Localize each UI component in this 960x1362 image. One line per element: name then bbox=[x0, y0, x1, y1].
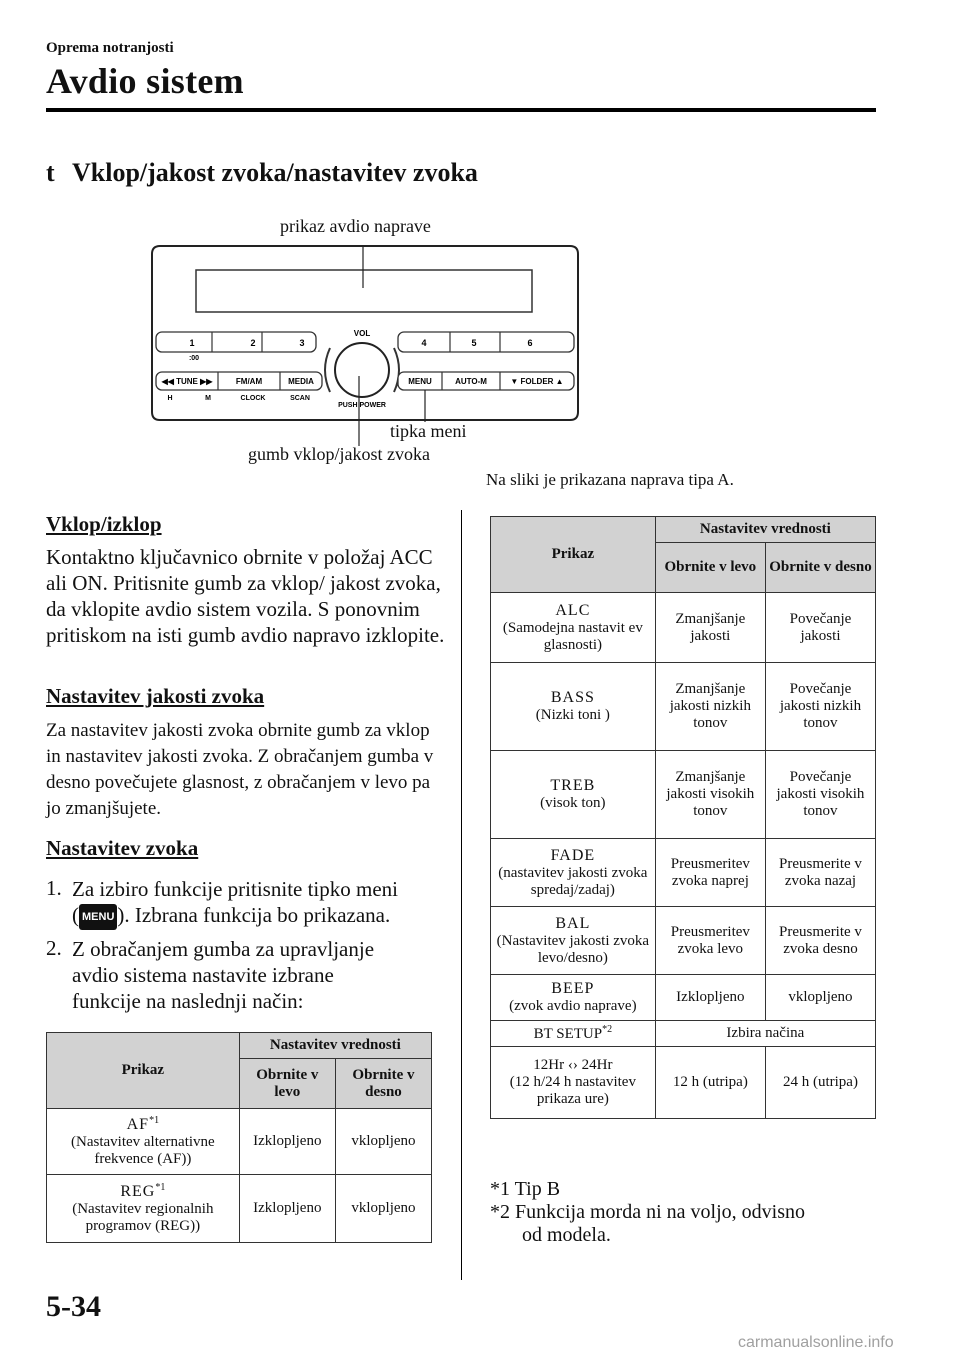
section-label: Oprema notranjosti bbox=[46, 40, 174, 56]
diagram-caption: Na sliki je prikazana naprava tipa A. bbox=[486, 470, 734, 489]
btn-5-label: 5 bbox=[471, 338, 477, 348]
th-prikaz: Prikaz bbox=[491, 517, 656, 593]
btn-6-label: 6 bbox=[527, 338, 533, 348]
title-rule bbox=[46, 108, 876, 112]
menu-label: MENU bbox=[408, 377, 432, 386]
autom-label: AUTO-M bbox=[455, 377, 487, 386]
footnotes bbox=[490, 1178, 805, 1247]
settings-table-right bbox=[490, 516, 876, 1119]
footnote-1: *1 Tip B bbox=[490, 1178, 561, 1200]
btn-3-label: 3 bbox=[299, 338, 305, 348]
table-row: REG$^{*1}$ (Nastavitev regionalnih programov (REG)) Izklopljeno vklopljeno bbox=[47, 1175, 432, 1243]
page-number: 5-34 bbox=[46, 1290, 101, 1323]
table-row: BEEP (zvok avdio naprave) Izklopljeno vklopljeno bbox=[491, 975, 876, 1021]
label-display: prikaz avdio naprave bbox=[280, 216, 431, 236]
push-power-label: PUSH POWER bbox=[338, 402, 386, 409]
vol-label: VOL bbox=[353, 329, 371, 338]
list-num-1: 1. bbox=[46, 876, 62, 900]
folder-label: ▼ FOLDER ▲ bbox=[510, 377, 564, 386]
media-label: MEDIA bbox=[288, 377, 314, 386]
list-item-1-paren: ( bbox=[72, 903, 79, 927]
para-power: Kontaktno ključavnico obrnite v položaj ACC ali ON. Pritisnite gumb za vklop/ jakost zvoka, da vklopite avdio sistem vozila. S ponovnim pritiskom na isti gumb avdio napravo izklopite. bbox=[46, 545, 445, 647]
settings-table-left bbox=[46, 1032, 432, 1243]
menu-icon: MENU bbox=[79, 904, 117, 930]
th-left: Obrnite v levo bbox=[239, 1059, 335, 1109]
th-nastavitev: Nastavitev vrednosti bbox=[655, 517, 875, 543]
footnote-2: *2 Funkcija morda ni na voljo, odvisno bbox=[490, 1201, 805, 1223]
column-divider bbox=[461, 510, 462, 1280]
table-row: BAL (Nastavitev jakosti zvoka levo/desno) Preusmeritev zvoka levo Preusmerite v zvoka desno bbox=[491, 907, 876, 975]
list-num-2: 2. bbox=[46, 936, 62, 960]
list-item-2: Z obračanjem gumba za upravljanje avdio sistema nastavite izbrane funkcije na naslednji način: bbox=[72, 937, 375, 1013]
preset-buttons-left bbox=[156, 332, 316, 352]
btn-1-label: 1 bbox=[189, 338, 195, 348]
subheading-volume: Nastavitev jakosti zvoka bbox=[46, 684, 265, 708]
list-item-1-a: Za izbiro funkcije pritisnite tipko meni bbox=[72, 877, 399, 901]
section-heading: Vklop/jakost zvoka/nastavitev zvoka bbox=[72, 158, 478, 187]
fmam-label: FM/AM bbox=[235, 377, 263, 386]
m-label: M bbox=[205, 395, 211, 402]
list-item-1 bbox=[72, 876, 452, 930]
scan-label: SCAN bbox=[290, 395, 310, 402]
th-right: Obrnite v desno bbox=[765, 543, 875, 593]
audio-unit-diagram bbox=[140, 236, 590, 446]
heading-bullet: t bbox=[46, 158, 55, 187]
label-knob: gumb vklop/jakost zvoka bbox=[248, 444, 430, 464]
footnote-2-cont: od modela. bbox=[522, 1224, 611, 1246]
tune-label: ◀◀ TUNE ▶▶ bbox=[161, 377, 213, 386]
list-item-1-b: ). Izbrana funkcija bo prikazana. bbox=[117, 903, 391, 927]
table-row: TREB (visok ton) Zmanjšanje jakosti visokih tonov Povečanje jakosti visokih tonov bbox=[491, 751, 876, 839]
th-left: Obrnite v levo bbox=[655, 543, 765, 593]
subheading-sound: Nastavitev zvoka bbox=[46, 836, 199, 860]
th-prikaz: Prikaz bbox=[47, 1033, 240, 1109]
btn-4-label: 4 bbox=[421, 338, 427, 348]
watermark: carmanualsonline.info bbox=[738, 1334, 894, 1351]
th-right: Obrnite v desno bbox=[335, 1059, 431, 1109]
page-title: Avdio sistem bbox=[46, 61, 244, 101]
btn-1-sublabel: :00 bbox=[188, 355, 200, 362]
label-menu: tipka meni bbox=[390, 421, 467, 441]
table-row: BASS (Nizki toni ) Zmanjšanje jakosti nizkih tonov Povečanje jakosti nizkih tonov bbox=[491, 663, 876, 751]
h-label: H bbox=[167, 395, 173, 402]
table-row: 12Hr ‹› 24Hr (12 h/24 h nastavitev prikaza ure) 12 h (utripa) 24 h (utripa) bbox=[491, 1047, 876, 1119]
power-volume-knob bbox=[335, 343, 389, 397]
table-row: BT SETUP$^{*2}$ Izbira načina bbox=[491, 1021, 876, 1047]
para-volume: Za nastavitev jakosti zvoka obrnite gumb za vklop in nastavitev jakosti zvoka. Z obračanjem gumba v desno povečujete glasnost, z obračanjem v levo pa jo zmanjšujete. bbox=[46, 720, 434, 819]
table-row: FADE (nastavitev jakosti zvoka spredaj/zadaj) Preusmeritev zvoka naprej Preusmerite v zvoka nazaj bbox=[491, 839, 876, 907]
btn-2-label: 2 bbox=[250, 338, 256, 348]
display-window bbox=[196, 270, 532, 312]
subheading-power: Vklop/izklop bbox=[46, 512, 162, 536]
table-row: ALC (Samodejna nastavit ev glasnosti) Zmanjšanje jakosti Povečanje jakosti bbox=[491, 593, 876, 663]
table-row: AF$^{*1}$ (Nastavitev alternativne frekvence (AF)) Izklopljeno vklopljeno bbox=[47, 1109, 432, 1175]
th-nastavitev: Nastavitev vrednosti bbox=[239, 1033, 431, 1059]
clock-label: CLOCK bbox=[240, 395, 266, 402]
